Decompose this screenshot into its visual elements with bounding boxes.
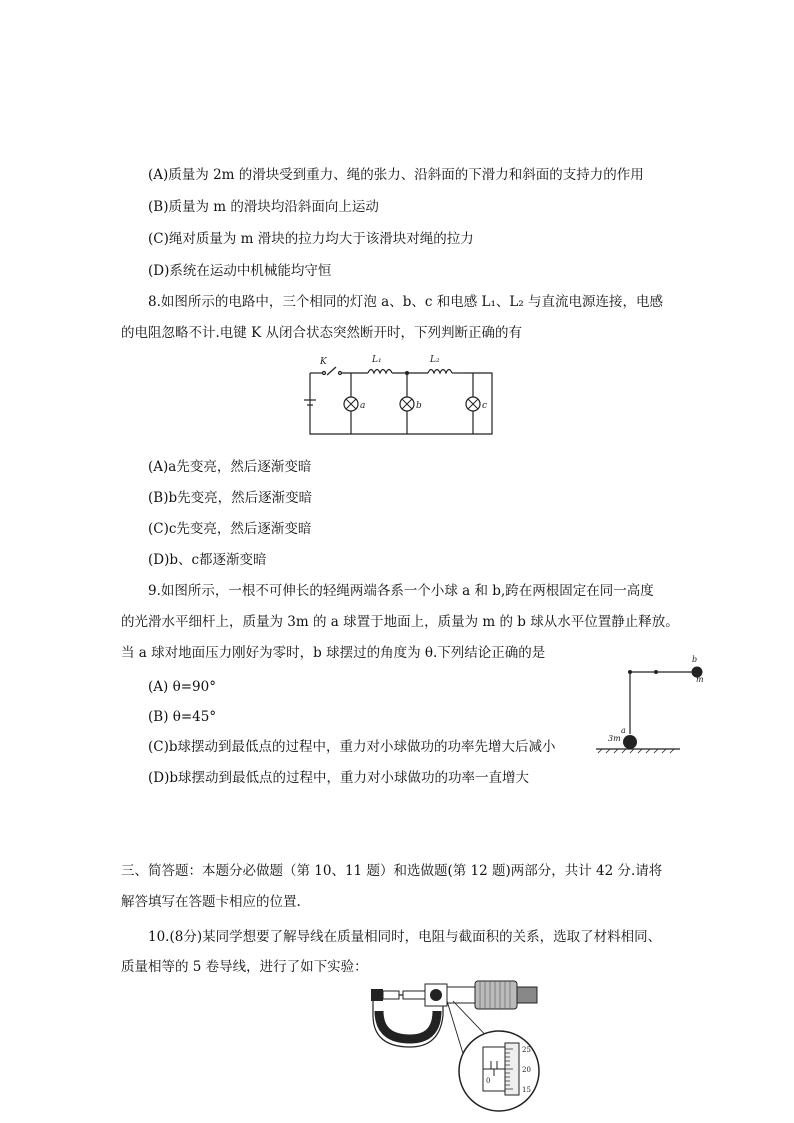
q10-line1: 10.(8分)某同学想要了解导线在质量相同时，电阻与截面积的关系，选取了材料相同、: [148, 929, 662, 945]
q9-option-c: (C)b球摆动到最低点的过程中，重力对小球做功的功率先增大后减小: [148, 739, 556, 755]
q9-option-d: (D)b球摆动到最低点的过程中，重力对小球做功的功率一直增大: [148, 770, 529, 786]
circuit-diagram: [300, 352, 500, 442]
q9-option-a: (A) θ=90°: [148, 679, 216, 695]
q8-option-b: (B)b先变亮，然后逐渐变暗: [148, 490, 313, 506]
scale-20: 20: [522, 1066, 531, 1074]
label-k: K: [320, 357, 327, 367]
q7-option-d: (D)系统在运动中机械能均守恒: [148, 263, 332, 279]
label-b: b: [416, 401, 422, 411]
q7-option-b: (B)质量为 m 的滑块均沿斜面向上运动: [148, 199, 379, 215]
q10-line2: 质量相等的 5 卷导线，进行了如下实验：: [121, 959, 368, 975]
label-a-ball: a: [621, 726, 626, 735]
scale-15: 15: [522, 1086, 531, 1094]
q7-option-c: (C)绳对质量为 m 滑块的拉力均大于该滑块对绳的拉力: [148, 231, 474, 247]
micrometer-diagram: [365, 975, 545, 1113]
q9-stem-line3: 当 a 球对地面压力刚好为零时，b 球摆过的角度为 θ.下列结论正确的是: [121, 645, 546, 661]
ball-a: [623, 735, 637, 749]
q8-stem-line1: 8.如图所示的电路中，三个相同的灯泡 a、b、c 和电感 L₁、L₂ 与直流电源连接，电感: [148, 294, 664, 310]
scale-0: 0: [486, 1077, 491, 1085]
q8-option-d: (D)b、c都逐渐变暗: [148, 552, 267, 568]
section3-line1: 三、简答题：本题分必做题（第 10、11 题）和选做题(第 12 题)两部分，共计 42 分.请将: [121, 863, 663, 879]
label-c: c: [482, 401, 488, 411]
label-a: a: [360, 401, 366, 411]
scale-25: 25: [522, 1046, 531, 1054]
label-b-ball: b: [692, 655, 698, 664]
q9-option-b: (B) θ=45°: [148, 709, 217, 725]
pendulum-diagram: [596, 652, 716, 757]
q9-stem-line1: 9.如图所示，一根不可伸长的轻绳两端各系一个小球 a 和 b,跨在两根固定在同一高度: [148, 583, 654, 599]
q8-option-a: (A)a先变亮，然后逐渐变暗: [148, 459, 312, 475]
label-3m: 3m: [608, 734, 621, 743]
q8-option-c: (C)c先变亮，然后逐渐变暗: [148, 521, 312, 537]
q9-stem-line2: 的光滑水平细杆上，质量为 3m 的 a 球置于地面上，质量为 m 的 b 球从水平位置静止释放。: [121, 614, 679, 630]
q7-option-a: (A)质量为 2m 的滑块受到重力、绳的张力、沿斜面的下滑力和斜面的支持力的作用: [148, 167, 644, 183]
label-m: m: [696, 675, 704, 684]
label-l1: L₁: [372, 355, 382, 365]
section3-line2: 解答填写在答题卡相应的位置.: [121, 894, 301, 910]
label-l2: L₂: [430, 355, 440, 365]
q8-stem-line2: 的电阻忽略不计.电键 K 从闭合状态突然断开时，下列判断正确的有: [121, 325, 522, 341]
